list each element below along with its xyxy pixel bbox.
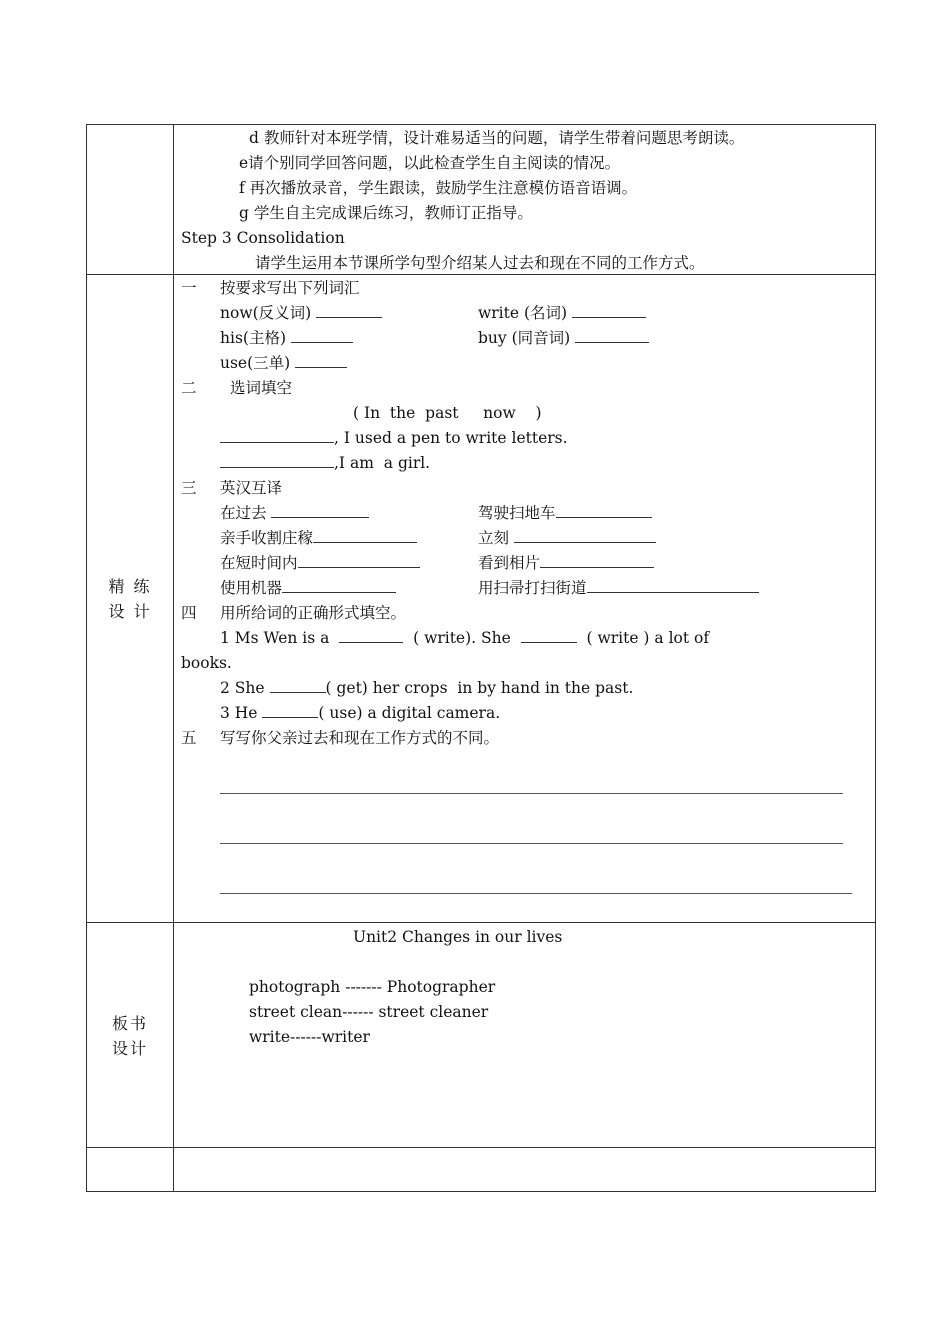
section2-title: 选词填空 — [230, 379, 293, 397]
vocab-use: use(三单) — [220, 351, 347, 376]
writing-line — [220, 793, 843, 794]
board-line-1: photograph ------- Photographer — [249, 978, 496, 996]
step3-text: 请学生运用本节课所学句型介绍某人过去和现在不同的工作方式。 — [255, 254, 705, 272]
section4-title: 用所给词的正确形式填空。 — [220, 604, 407, 622]
section5-title: 写写你父亲过去和现在工作方式的不同。 — [220, 729, 500, 747]
column-divider — [173, 125, 174, 1191]
fill-blank-2: ,I am a girl. — [220, 451, 430, 476]
board-title: Unit2 Changes in our lives — [353, 928, 563, 946]
practice-label-1: 精 练 — [108, 577, 152, 596]
form-question-3: 3 He ( use) a digital camera. — [220, 704, 501, 722]
form-question-2: 2 She ( get) her crops in by hand in the past. — [220, 679, 634, 697]
translate-item: 亲手收割庄稼 — [220, 526, 417, 551]
step-g: g 学生自主完成课后练习，教师订正指导。 — [239, 204, 533, 222]
vocab-buy: buy (同音词) — [478, 326, 649, 351]
lesson-plan-table — [86, 124, 876, 1192]
row-divider — [87, 1147, 875, 1148]
practice-label-2: 设 计 — [108, 602, 152, 621]
translate-item: 使用机器 — [220, 576, 396, 601]
section4-number: 四 — [181, 604, 197, 622]
translate-item: 看到相片 — [478, 551, 654, 576]
translate-item: 用扫帚打扫街道 — [478, 576, 759, 601]
writing-line — [220, 893, 852, 894]
word-box: ( In the past now ) — [353, 404, 542, 422]
translate-item: 立刻 — [478, 526, 656, 551]
vocab-write: write (名词) — [478, 301, 646, 326]
step-f: f 再次播放录音，学生跟读，鼓励学生注意模仿语音语调。 — [239, 179, 638, 197]
section1-title: 按要求写出下列词汇 — [220, 279, 360, 297]
section3-number: 三 — [181, 479, 197, 497]
section1-number: 一 — [181, 279, 197, 297]
board-label-1: 板书 — [111, 1014, 148, 1033]
board-line-2: street clean------ street cleaner — [249, 1003, 489, 1021]
translate-item: 在过去 — [220, 501, 369, 526]
fill-blank-1: , I used a pen to write letters. — [220, 426, 568, 451]
form-question-1-cont: books. — [181, 654, 232, 672]
form-question-1: 1 Ms Wen is a ( write). She ( write ) a lot of — [220, 629, 710, 647]
step3-heading: Step 3 Consolidation — [181, 229, 345, 247]
vocab-his: his(主格) — [220, 326, 353, 351]
step-d: d 教师针对本班学情，设计难易适当的问题，请学生带着问题思考朗读。 — [249, 129, 745, 147]
translate-item: 在短时间内 — [220, 551, 420, 576]
row-divider — [87, 922, 875, 923]
step-e: e请个别同学回答问题，以此检查学生自主阅读的情况。 — [239, 154, 621, 172]
writing-line — [220, 843, 843, 844]
section2-number: 二 — [181, 379, 197, 397]
section5-number: 五 — [181, 729, 197, 747]
section3-title: 英汉互译 — [220, 479, 283, 497]
translate-item: 驾驶扫地车 — [478, 501, 652, 526]
vocab-now: now(反义词) — [220, 301, 382, 326]
board-label-2: 设计 — [111, 1039, 148, 1058]
board-line-3: write------writer — [249, 1028, 370, 1046]
